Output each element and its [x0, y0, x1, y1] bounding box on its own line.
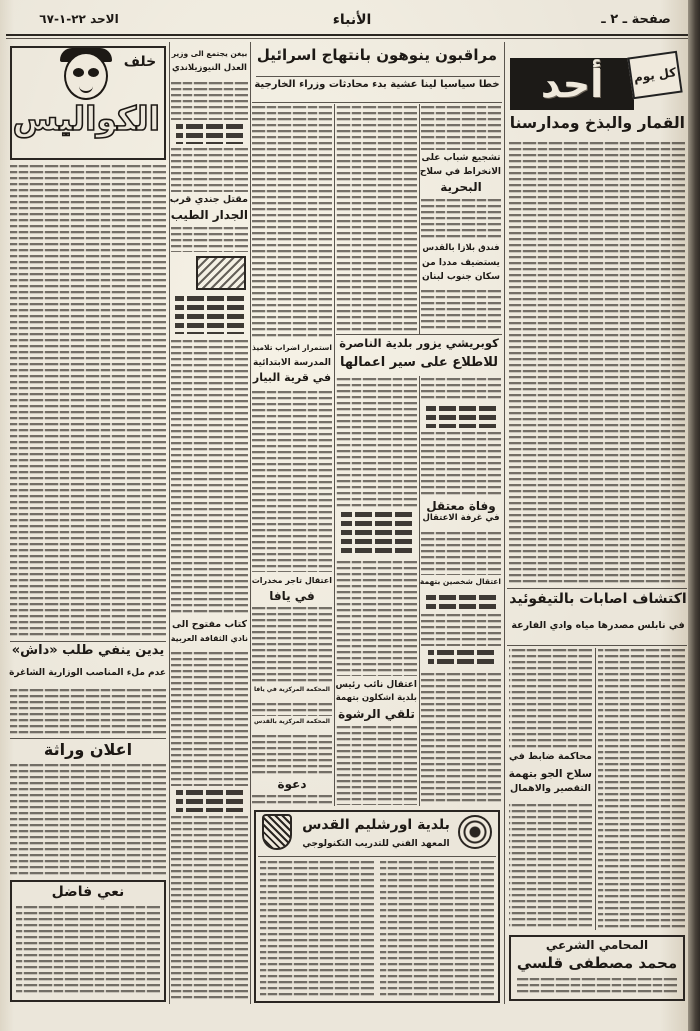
illegible-headline	[176, 124, 243, 144]
issue-date: الاحد ٢٢-١-٦٧	[39, 12, 119, 26]
begin-headline-line: العدل النيوزيلاندي	[172, 63, 247, 73]
illegible-headline	[426, 595, 496, 609]
strike-headline-line: في قرية البيار	[252, 371, 332, 384]
column-rule	[250, 42, 251, 1004]
open-letter-headline-line: كتاب مفتوح الى	[172, 619, 247, 630]
column-rule	[419, 104, 420, 334]
ashkelon-headline-line: اعتقال نائب رئيس	[335, 680, 417, 690]
strike-headline-line: المدرسة الابتدائية	[253, 358, 331, 368]
illegible-headline	[341, 512, 412, 556]
page-number: صفحة ـ ٢ ـ	[601, 12, 671, 27]
theft-headline-line: اعتقال شخصين بتهمة	[419, 577, 501, 586]
dash-subheadline: عدم ملء المناصب الوزارية الشاغرة	[9, 668, 166, 678]
body-text	[509, 804, 592, 930]
body-text	[509, 649, 592, 749]
body-text	[509, 142, 685, 586]
illegible-headline	[176, 790, 243, 812]
body-text	[421, 290, 501, 332]
section-rule	[507, 588, 687, 589]
lead-subheadline: خطا سياسيا لينا عشية بدء محادثات وزراء الخارجية	[254, 79, 500, 90]
dash-headline: يدين ينفي طلب «داش»	[11, 643, 165, 658]
body-text	[252, 391, 332, 572]
drugs-headline-line: في يافا	[269, 589, 315, 603]
body-text	[252, 703, 332, 716]
body-text	[336, 106, 417, 332]
column-rule	[595, 648, 596, 930]
lead-headline-rule	[252, 102, 502, 103]
typhoid-subheadline: في نابلس مصدرها مياه وادي الفارعة	[511, 620, 685, 631]
plaza-headline-line: سكان جنوب لبنان	[421, 272, 501, 282]
section-rule	[507, 645, 687, 646]
lawyer-ad-title: المحامي الشرعي	[545, 938, 649, 952]
masthead-rule-thin	[6, 38, 688, 39]
body-text	[10, 165, 166, 639]
detainee-headline-line: في غرفة الاعتقال	[422, 513, 500, 523]
body-text	[171, 816, 248, 1002]
body-text	[252, 607, 332, 684]
typhoid-headline: اكتشاف اصابات بالتيفوئيد	[509, 591, 687, 607]
navy-headline-line: الانخراط في سلاح	[419, 167, 501, 177]
column-rule	[504, 42, 505, 1004]
open-letter-headline-line: نادي الثقافة العربية	[170, 634, 248, 643]
cartoon-eye	[73, 68, 84, 77]
illegible-headline	[175, 296, 244, 334]
weekly-column-headline: القمار والبذخ ومدارسنا	[509, 114, 685, 132]
body-text	[336, 561, 417, 676]
officer-trial-headline-line: محاكمة ضابط في	[509, 751, 592, 762]
inheritance-notice-title: اعلان وراثة	[43, 740, 133, 759]
detainee-headline-line: وفاة معتقل	[426, 499, 496, 513]
lead-headline: مراقبون ينوهون بانتهاج اسرائيل	[256, 46, 498, 64]
court-notice-jaffa: المحكمة المركزية في يافا	[254, 686, 330, 693]
lawyer-ad-details	[517, 978, 677, 996]
body-text	[171, 148, 248, 192]
navy-headline-line: تشجيع شباب على	[421, 153, 501, 163]
body-text	[421, 614, 501, 646]
body-text	[16, 906, 160, 996]
body-text	[421, 199, 501, 240]
municipality-ad-subtitle: المعهد الفني للتدريب التكنولوجي	[302, 839, 450, 849]
backstage-logo-large: الكواليس	[12, 99, 160, 138]
body-text	[171, 82, 248, 120]
obituary-title: نعي فاضل	[51, 884, 125, 900]
body-text	[421, 106, 501, 150]
body-text	[252, 735, 332, 775]
soldier-headline-line: الجدار الطيب	[170, 208, 248, 222]
column-rule	[169, 42, 170, 1004]
backstage-logo-small: خلف	[123, 54, 157, 70]
ashkelon-headline-line: تلقي الرشوة	[338, 707, 415, 721]
section-rule	[336, 334, 502, 335]
begin-headline-line: بيغن يجتمع الى وزير	[171, 49, 248, 58]
ashkelon-headline-line: بلدية اشكلون بتهمة	[335, 693, 417, 703]
masthead-rule	[6, 34, 688, 36]
weekly-column-logo-main: أحد	[540, 62, 604, 106]
officer-trial-headline-line: سلاح الجو بتهمة	[508, 768, 592, 780]
body-text	[10, 764, 166, 876]
body-text	[336, 378, 417, 508]
body-text	[252, 795, 332, 805]
strike-headline-line: استمرار اضراب تلاميذ	[252, 343, 332, 352]
body-text	[421, 378, 501, 402]
soldier-headline-line: مقتل جندي قرب	[169, 194, 248, 205]
body-text	[260, 861, 374, 997]
navy-headline-line: البحرية	[440, 180, 482, 194]
column-rule	[334, 104, 335, 806]
body-text	[421, 432, 501, 496]
body-text	[421, 532, 501, 575]
illegible-headline	[426, 406, 496, 428]
nazareth-headline: كوبريشي يزور بلدية الناصرة	[339, 336, 499, 350]
plaza-headline-line: فندق بلازا بالقدس	[422, 243, 500, 253]
newspaper-name: الأنباء	[332, 12, 372, 28]
body-text	[10, 689, 166, 735]
weekly-column-logo-bubble: كل يوم	[627, 51, 682, 100]
jerusalem-seal-icon	[458, 815, 492, 849]
illegible-headline	[428, 650, 494, 668]
body-text	[336, 726, 417, 805]
body-text	[598, 649, 685, 931]
court-notice-summons: دعوة	[277, 777, 307, 791]
body-text	[421, 673, 501, 805]
plaza-headline-line: يستضيف مددا من	[422, 258, 500, 268]
body-text	[171, 227, 248, 252]
body-text	[171, 340, 248, 616]
page-binding-edge	[688, 0, 700, 1031]
officer-trial-headline-line: التقصير والاهمال	[510, 783, 591, 794]
section-rule	[10, 641, 166, 642]
nazareth-subheadline: للاطلاع على سير اعمالها	[339, 355, 499, 370]
drugs-headline-line: اعتقال تاجر مخدرات	[251, 576, 332, 585]
body-text	[380, 861, 494, 997]
column-emblem-graphic	[196, 256, 246, 290]
column-rule	[419, 376, 420, 806]
lead-headline-rule	[256, 76, 500, 77]
body-text	[252, 106, 332, 340]
body-text	[171, 652, 248, 786]
cartoon-mouth	[79, 86, 93, 93]
municipality-ad-title: بلدية اورشليم القدس	[302, 817, 450, 833]
cartoon-eye	[88, 68, 99, 77]
cartoon-face-icon	[64, 52, 108, 100]
section-rule	[10, 738, 166, 739]
jerusalem-emblem-icon	[262, 814, 292, 850]
lawyer-ad-name: محمد مصطفى قلسي	[516, 954, 678, 972]
ad-rule	[258, 856, 496, 857]
court-notice-jerusalem: المحكمة المركزية بالقدس	[254, 718, 330, 725]
